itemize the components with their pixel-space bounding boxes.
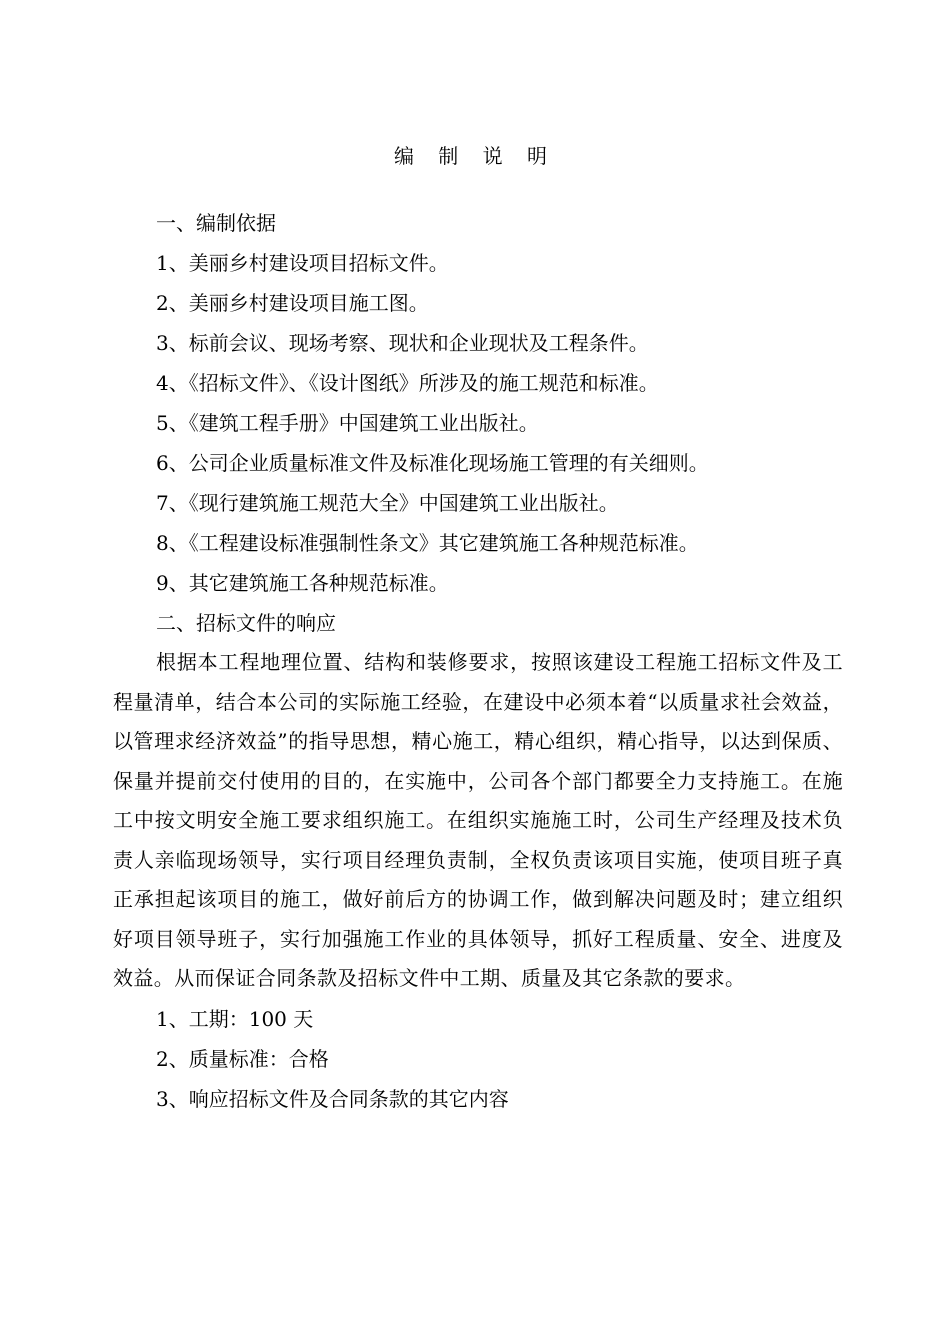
basis-item: 8、《工程建设标准强制性条文》其它建筑施工各种规范标准。 xyxy=(156,531,699,555)
basis-item: 2、美丽乡村建设项目施工图。 xyxy=(156,291,429,315)
requirement-item: 1、工期：100 天 xyxy=(156,1006,314,1031)
basis-item: 4、《招标文件》、《设计图纸》所涉及的施工规范和标准。 xyxy=(156,371,659,395)
basis-item: 5、《建筑工程手册》中国建筑工业出版社。 xyxy=(156,411,539,435)
requirement-item: 3、响应招标文件及合同条款的其它内容 xyxy=(156,1086,509,1111)
basis-item: 7、《现行建筑施工规范大全》中国建筑工业出版社。 xyxy=(156,491,619,515)
basis-item: 1、美丽乡村建设项目招标文件。 xyxy=(156,251,449,275)
document-title: 编 制 说 明 xyxy=(393,144,557,168)
requirement-item: 2、质量标准：合格 xyxy=(156,1046,329,1071)
basis-item: 9、其它建筑施工各种规范标准。 xyxy=(156,571,449,595)
response-paragraph: 根据本工程地理位置、结构和装修要求，按照该建设工程施工招标文件及工程量清单，结合本公司的实际施工经验，在建设中必须本着“以质量求社会效益，以管理求经济效益”的指导思想，精心施工，精心组织，精心指导，以达到保质、保量并提前交付使用的目的，在实施中，公司各个部门都要全力支持施工。在施工中按文明安全施工要求组织施工。在组织实施施工时，公司生产经理及技术负责人亲临现场领导，实行项目经理负责制，全权负责该项目实施，使项目班子真正承担起该项目的施工，做好前后方的协调工作，做到解决问题及时；建立组织好项目领导班子，实行加强施工作业的具体领导，抓好工程质量、安全、进度及效益。从而保证合同条款及招标文件中工期、质量及其它条款的要求。 xyxy=(113,650,843,990)
section-heading-basis: 一、编制依据 xyxy=(156,211,276,235)
basis-item: 3、标前会议、现场考察、现状和企业现状及工程条件。 xyxy=(156,331,649,355)
section-heading-response: 二、招标文件的响应 xyxy=(156,611,336,635)
document-body xyxy=(113,203,843,1119)
basis-item: 6、公司企业质量标准文件及标准化现场施工管理的有关细则。 xyxy=(156,451,709,475)
